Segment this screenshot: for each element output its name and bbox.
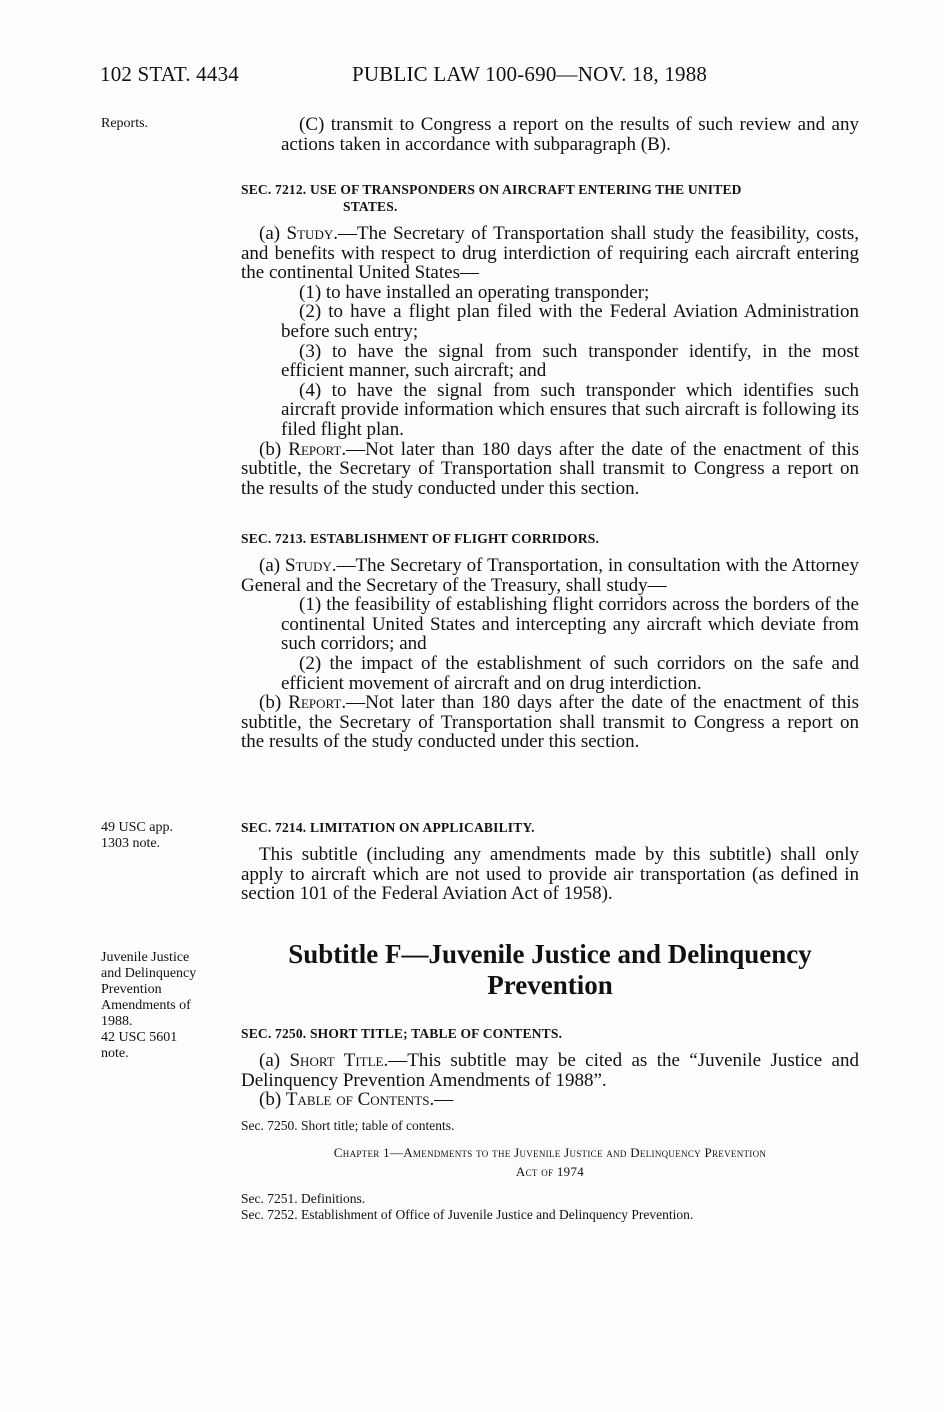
section-7212	[241, 181, 859, 498]
subsection-a-short-title: (a) Short Title.—This subtitle may be cited as the “Juvenile Justice and Delinquency Prevention Amendments of 1988”.	[241, 1050, 859, 1091]
subtitle-line-1: Subtitle F—Juvenile Justice and Delinquency	[288, 939, 812, 969]
section-heading	[241, 181, 859, 215]
section-7250	[241, 1025, 859, 1110]
subsection-b-report: (b) Report.—Not later than 180 days after the date of the enactment of this subtitle, the Secretary of Transportation shall transmit to Congress a report on the results of the study conducted under this section.	[241, 692, 860, 753]
page-running-title: PUBLIC LAW 100-690—NOV. 18, 1988	[352, 62, 708, 86]
subsection-text: Not later than 180 days after the date of the enactment of this subtitle, the Secretary of Transportation shall transmit to Congress a report on the results of the study conducted under this section.	[241, 692, 860, 753]
section-7213	[241, 530, 859, 752]
subsection-label: Short Title	[289, 1050, 384, 1071]
section-heading-text: SEC. 7212. USE OF TRANSPONDERS ON AIRCRAFT ENTERING THE UNITED	[241, 182, 742, 197]
margin-note-reports: Reports.	[101, 116, 149, 131]
subsection-label: Table of Contents	[285, 1089, 430, 1111]
section-heading-continuation: STATES.	[343, 199, 398, 214]
toc-entry-7252: Sec. 7252. Establishment of Office of Juvenile Justice and Delinquency Prevention.	[241, 1207, 694, 1222]
margin-note-line: note.	[101, 1046, 129, 1061]
margin-note-line: 49 USC app.	[101, 820, 173, 835]
margin-note-line: Prevention	[101, 982, 162, 997]
subsection-b-report: (b) Report.—Not later than 180 days after the date of the enactment of this subtitle, the Secretary of Transportation shall transmit to Congress a report on the results of the study conducted under this section.	[241, 438, 860, 499]
paragraph-item-1: (1) the feasibility of establishing flight corridors across the borders of the continental United States and intercepting any aircraft which deviate from such corridors; and	[281, 594, 859, 655]
subsection-b-table-of-contents: (b) Table of Contents.—	[259, 1089, 454, 1111]
toc-entry-7250: Sec. 7250. Short title; table of contents.	[241, 1118, 455, 1133]
section-7211-continuation	[241, 115, 859, 154]
paragraph-item-c: (C) transmit to Congress a report on the results of such review and any actions taken in accordance with subparagraph (B).	[281, 114, 859, 155]
toc-chapter-line-2: Act of 1974	[515, 1164, 585, 1179]
page-stat-number: 102 STAT. 4434	[100, 62, 239, 86]
section-heading: SEC. 7213. ESTABLISHMENT OF FLIGHT CORRIDORS.	[241, 531, 600, 546]
section-heading: SEC. 7250. SHORT TITLE; TABLE OF CONTENTS.	[241, 1026, 563, 1041]
paragraph-item-2: (2) the impact of the establishment of such corridors on the safe and efficient movement of aircraft and on drug interdiction.	[281, 652, 859, 694]
table-of-contents	[241, 1118, 859, 1223]
margin-note-usc-citation	[101, 820, 173, 852]
subtitle-f-heading	[241, 939, 859, 1001]
section-7214	[241, 819, 859, 904]
subsection-label: Report	[288, 438, 342, 460]
margin-note-line: 1988.	[101, 1014, 133, 1029]
subsection-label: Study	[286, 223, 334, 244]
subsection-a-study: (a) Study.—The Secretary of Transportation, in consultation with the Attorney General and the Secretary of the Treasury, shall study—	[241, 555, 859, 596]
subsection-dash: —	[434, 1089, 454, 1111]
subtitle-line-2: Prevention	[487, 970, 613, 1000]
subsection-text: This subtitle may be cited as the “Juvenile Justice and Delinquency Prevention Amendments of 1988”.	[241, 1050, 859, 1091]
subsection-text: The Secretary of Transportation shall study the feasibility, costs, and benefits with respect to drug interdiction of requiring each aircraft entering the continental United States—	[241, 223, 860, 284]
margin-note-juvenile-justice	[101, 950, 196, 1062]
paragraph-item-1: (1) to have installed an operating transponder;	[299, 281, 650, 303]
margin-note-line: Amendments of	[101, 998, 191, 1013]
toc-chapter-line-1: Chapter 1—Amendments to the Juvenile Justice and Delinquency Prevention	[333, 1145, 767, 1160]
subsection-a-study: (a) Study.—The Secretary of Transportation shall study the feasibility, costs, and benefits with respect to drug interdiction of requiring each aircraft entering the continental United States—	[241, 223, 860, 284]
margin-note-line: Juvenile Justice	[101, 950, 190, 965]
toc-chapter-1	[241, 1143, 859, 1181]
margin-note-line: and Delinquency	[101, 966, 197, 981]
paragraph-item-2: (2) to have a flight plan filed with the Federal Aviation Administration before such entry;	[281, 301, 859, 342]
section-heading: SEC. 7214. LIMITATION ON APPLICABILITY.	[241, 820, 535, 835]
subsection-label: Report	[288, 692, 342, 714]
paragraph-item-3: (3) to have the signal from such transponder identify, in the most efficient manner, such aircraft; and	[281, 340, 859, 382]
margin-note-line: 1303 note.	[101, 836, 161, 851]
margin-note-line: 42 USC 5601	[101, 1030, 178, 1045]
subsection-text: The Secretary of Transportation, in consultation with the Attorney General and the Secretary of the Treasury, shall study—	[241, 555, 859, 596]
paragraph-item-4: (4) to have the signal from such transponder which identifies such aircraft provide information which ensures that such aircraft is following its filed flight plan.	[281, 379, 859, 440]
subsection-text: Not later than 180 days after the date of the enactment of this subtitle, the Secretary of Transportation shall transmit to Congress a report on the results of the study conducted under this section.	[241, 438, 860, 499]
subsection-label: Study	[285, 555, 332, 576]
toc-entry-7251: Sec. 7251. Definitions.	[241, 1191, 366, 1206]
section-body-text: This subtitle (including any amendments made by this subtitle) shall only apply to aircraft which are not used to provide air transportation (as defined in section 101 of the Federal Aviation Act of 1958).	[241, 844, 859, 905]
